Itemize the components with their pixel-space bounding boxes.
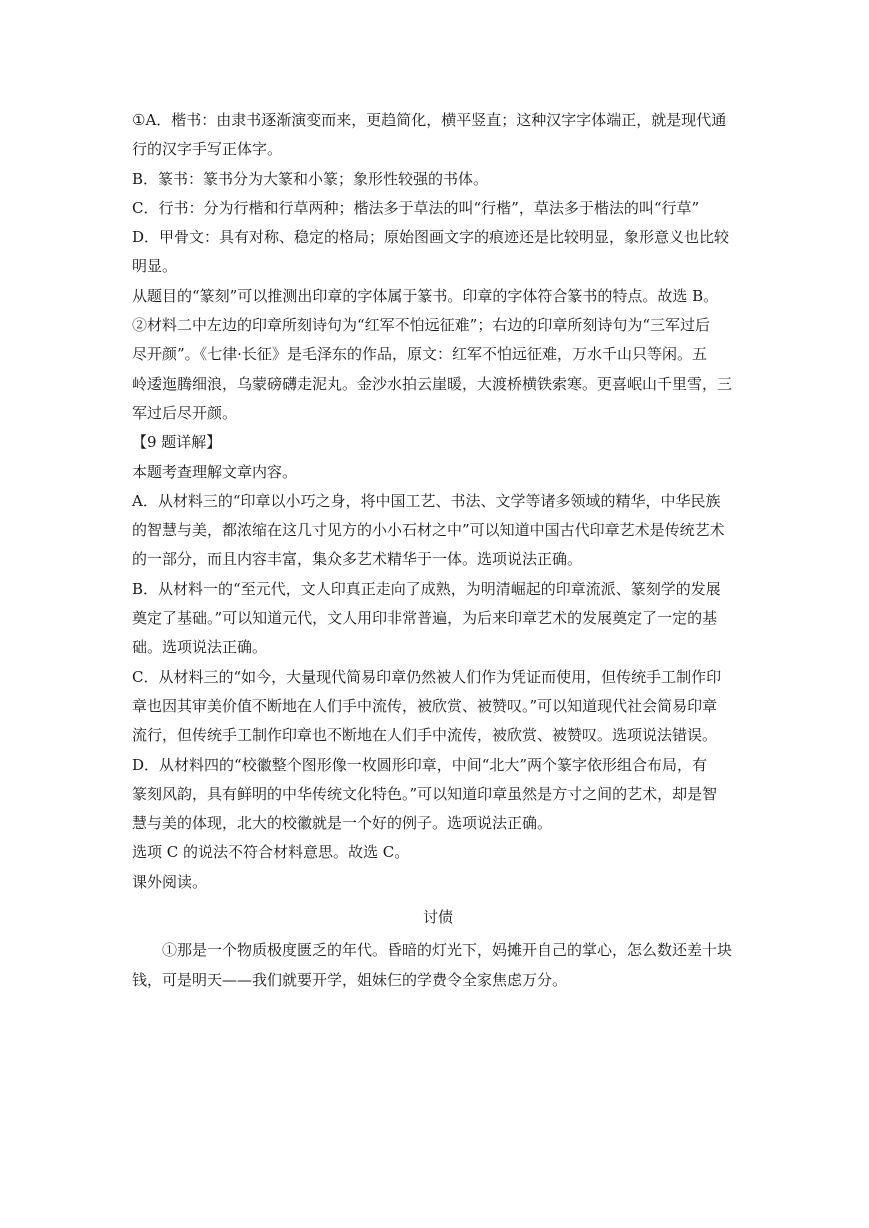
text-line: 的一部分，而且内容丰富，集众多艺术精华于一体。选项说法正确。: [132, 550, 583, 569]
text-line: 课外阅读。: [132, 872, 208, 891]
text-line: 奠定了基础。”可以知道元代，文人用印非常普遍，为后来印章艺术的发展奠定了一定的基: [132, 609, 718, 628]
text-line: 明显。: [132, 257, 178, 276]
text-line: 础。选项说法正确。: [132, 638, 268, 657]
story-paragraph: [132, 936, 744, 995]
text-line: 本题考查理解文章内容。: [132, 462, 298, 481]
text-line: 选项 C 的说法不符合材料意思。故选 C。: [132, 843, 410, 862]
text-line: 岭逶迤腾细浪，乌蒙磅礴走泥丸。金沙水拍云崖暖，大渡桥横铁索寒。更喜岷山千里雪，三: [132, 374, 733, 393]
text-line: 行的汉字手写正体字。: [132, 140, 283, 159]
text-line: B．篆书：篆书分为大篆和小篆；象形性较强的书体。: [132, 169, 489, 188]
text-line: ①A．楷书：由隶书逐渐演变而来，更趋简化，横平竖直；这种汉字字体端正，就是现代通: [132, 111, 727, 129]
text-line: 慧与美的体现，北大的校徽就是一个好的例子。选项说法正确。: [132, 814, 553, 833]
story-title: 讨债: [422, 908, 453, 927]
text-line: 流行，但传统手工制作印章也不断地在人们手中流传，被欣赏、被赞叹。选项说法错误。: [132, 726, 718, 745]
text-line: 篆刻风韵，具有鲜明的中华传统文化特色。”可以知道印章虽然是方寸之间的艺术，却是智: [132, 784, 718, 803]
text-line: 钱，可是明天——我们就要开学，姐妹仨的学费令全家焦虑万分。: [132, 970, 568, 989]
text-line: ②材料二中左边的印章所刻诗句为“红军不怕远征难”；右边的印章所刻诗句为“三军过后: [132, 316, 711, 335]
text-line: 军过后尽开颜。: [132, 403, 238, 422]
text-line: C．行书：分为行楷和行草两种；楷法多于草法的叫“行楷”，草法多于楷法的叫“行草”: [132, 198, 700, 217]
text-line: ①那是一个物质极度匮乏的年代。昏暗的灯光下，妈摊开自己的掌心，怎么数还差十块: [162, 941, 733, 960]
text-line: C．从材料三的“如今，大量现代简易印章仍然被人们作为凭证而使用，但传统手工制作印: [132, 667, 722, 686]
text-line: A．从材料三的“印章以小巧之身，将中国工艺、书法、文学等诸多领域的精华，中华民族: [132, 491, 721, 510]
text-line: 尽开颜”。《七律·长征》是毛泽东的作品，原文：红军不怕远征难，万水千山只等闲。五: [132, 345, 707, 364]
text-line: D．从材料四的“校徽整个图形像一枚圆形印章，中间“北大”两个篆字依形组合布局，有: [132, 755, 708, 774]
text-line: 章也因其审美价值不断地在人们手中流传，被欣赏、被赞叹。”可以知道现代社会简易印章: [132, 696, 718, 715]
text-line: 从题目的“篆刻”可以推测出印章的字体属于篆书。印章的字体符合篆书的特点。故选 B。: [132, 286, 719, 305]
document-body: [132, 106, 744, 995]
section-heading: 【9 题详解】: [132, 433, 222, 452]
text-line: 的智慧与美，都浓缩在这几寸见方的小小石材之中”可以知道中国古代印章艺术是传统艺术: [132, 521, 725, 540]
text-line: B．从材料一的“至元代，文人印真正走向了成熟，为明清崛起的印章流派、篆刻学的发展: [132, 579, 721, 598]
text-line: D．甲骨文：具有对称、稳定的格局；原始图画文字的痕迹还是比较明显，象形意义也比较: [132, 228, 730, 247]
